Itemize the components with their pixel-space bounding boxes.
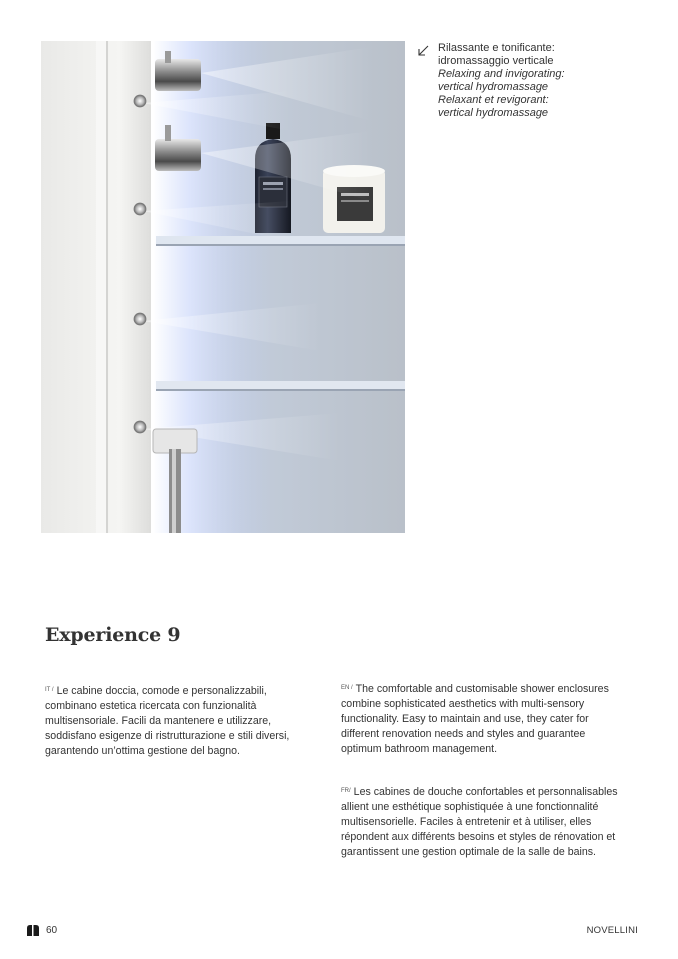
caption-it-line-2: idromassaggio verticale xyxy=(438,55,554,67)
lang-tag-en: EN / xyxy=(341,685,353,691)
caption-en-line-1: Relaxing and invigorating: xyxy=(438,68,565,80)
brand-logo-icon xyxy=(27,925,39,936)
text-french xyxy=(341,785,621,860)
page-number: 60 xyxy=(46,925,58,936)
body-english: The comfortable and customisable shower enclosures combine sophisticated aesthetics with multi-sensory functionality. Easy to maintain and use, they cater for different renovation needs and styles and guarantee optimum bathroom management. xyxy=(341,683,609,755)
body-french: Les cabines de douche confortables et personnalisables allient une esthétique sophistiquée à une fonctionnalité multisensorielle. Faciles à entretenir et à utiliser, elles répondent aux différents besoins et styles de rénovation et garantissent une gestion optimale de la salle de bains. xyxy=(341,786,618,858)
lang-tag-it: IT / xyxy=(45,687,54,693)
photo-caption xyxy=(416,42,646,120)
caption-fr-line-2: vertical hydromassage xyxy=(438,107,549,119)
text-english xyxy=(341,682,621,757)
caption-en-line-2: vertical hydromassage xyxy=(438,81,549,93)
lang-tag-fr: FR/ xyxy=(341,788,351,794)
caption-text xyxy=(438,42,646,120)
body-italian: Le cabine doccia, comode e personalizzabili, combinano estetica ricercata con funzionalità multisensoriale. Facili da mantenere e utilizzare, soddisfano esigenze di ristrutturazione e stili diversi, garantendo un’ottima gestione del bagno. xyxy=(45,685,290,757)
shower-photo xyxy=(41,41,405,533)
caption-it-line-1: Rilassante e tonificante: xyxy=(438,42,555,54)
arrow-down-left-icon xyxy=(416,44,430,58)
shower-illustration xyxy=(41,41,405,533)
caption-fr-line-1: Relaxant et revigorant: xyxy=(438,94,549,106)
page-title: Experience 9 xyxy=(45,624,181,646)
text-italian xyxy=(45,684,320,759)
brand-name: NOVELLINI xyxy=(586,925,638,936)
